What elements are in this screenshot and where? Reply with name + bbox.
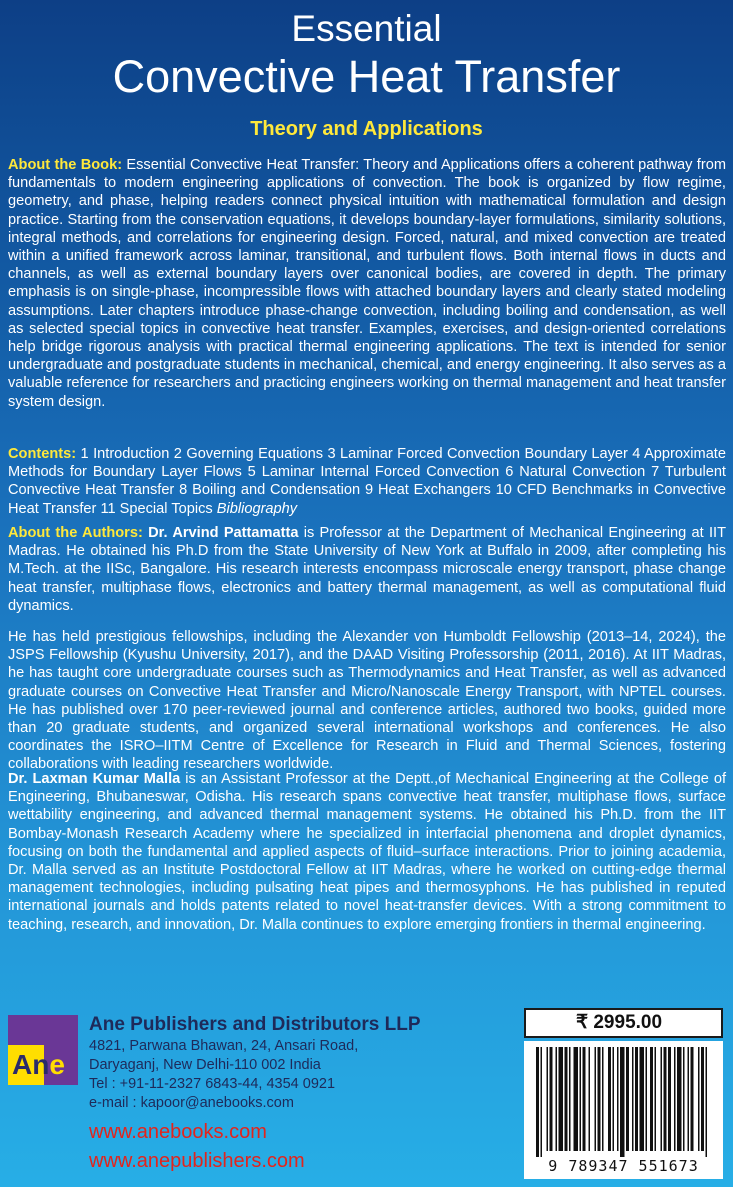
subtitle: Theory and Applications	[250, 118, 483, 140]
contents-bibliography: Bibliography	[216, 500, 298, 517]
barcode-bar	[602, 1047, 604, 1151]
barcode-bar	[589, 1047, 591, 1151]
publisher-web-2[interactable]: www.anepublishers.com	[89, 1150, 305, 1172]
barcode-bar	[541, 1047, 543, 1157]
barcode-bar	[661, 1047, 663, 1151]
barcode-bar	[620, 1047, 625, 1157]
barcode-bar	[574, 1047, 579, 1151]
logo-text-e: e	[49, 1049, 65, 1080]
about-book-paragraph	[8, 156, 726, 411]
publisher-web-1[interactable]: www.anebooks.com	[89, 1121, 267, 1143]
barcode-bar	[556, 1047, 558, 1151]
barcode-bar	[688, 1047, 690, 1151]
logo-text-an: An	[12, 1049, 50, 1080]
barcode-bar	[565, 1047, 568, 1151]
barcode-bar	[626, 1047, 629, 1151]
barcode-bar	[691, 1047, 694, 1151]
barcode-bar	[706, 1047, 708, 1157]
publisher-address-1: 4821, Parwana Bhawan, 24, Ansari Road,	[89, 1038, 359, 1054]
publisher-tel: Tel : +91-11-2327 6843-44, 4354 0921	[89, 1076, 336, 1092]
publisher-email: e-mail : kapoor@anebooks.com	[89, 1095, 294, 1111]
publisher-logo	[8, 1015, 78, 1085]
barcode-bar	[650, 1047, 653, 1151]
barcode-bar	[569, 1047, 571, 1151]
barcode-bar	[632, 1047, 634, 1151]
publisher-address-2: Daryaganj, New Delhi-110 002 India	[89, 1057, 321, 1073]
about-book-text: Essential Convective Heat Transfer: Theory and Applications offers a coherent pathway from fundamentals to modern engineering applications of convection. The book is organized by flow regime, geometry, and phase, helping readers connect physical intuition with mathematical formulation and design practice. Starting from the conservation equations, it develops boundary-layer formulations, similarity solutions, integral methods, and correlations for engineering design. Forced, natural, and mixed convection are treated within a unified framework across laminar, transitional, and turbulent flows. Both internal flows in ducts and channels, as well as external boundary layers over canonical bodies, are covered in depth. The primary emphasis is on single-phase, incompressible flows with attached boundary layers and clearly stated modeling assumptions. Later chapters introduce phase-change convection, including boiling and condensation, as well as selected special topics in convective heat transfer. Examples, exercises, and design-oriented correlations help bridge rigorous analysis with practical thermal engineering applications. The text is intended for senior undergraduate and postgraduate students in mechanical, chemical, and energy engineering. It also serves as a valuable reference for researchers and practicing engineers working on thermal management and heat transfer system design.	[8, 157, 726, 410]
author2-paragraph	[8, 770, 726, 934]
title-line-1: Essential	[291, 8, 442, 49]
title-line-2: Convective Heat Transfer	[112, 51, 621, 102]
author1-bio-1: is Professor at the Department of Mechanical Engineering at IIT Madras. He obtained his Ph.D from the State University of New York at Buffalo in 2009, after completing his M.Tech. at the IISc, Bangalore. His research interests encompass microscale energy transport, phase change heat transfer, multiphase flows, electronics and battery thermal management, as well as computational fluid dynamics.	[8, 525, 726, 614]
isbn-digits: 9 789347 551673	[548, 1157, 699, 1175]
barcode-bar	[580, 1047, 582, 1151]
contents-paragraph	[8, 445, 726, 518]
barcode-bars	[524, 1041, 723, 1157]
barcode-bar	[536, 1047, 539, 1157]
authors-label: About the Authors:	[8, 525, 143, 541]
barcode-bar	[595, 1047, 597, 1151]
barcode-bar	[655, 1047, 657, 1151]
barcode-bar	[635, 1047, 638, 1151]
author2-bio: is an Assistant Professor at the Deptt.,of Mechanical Engineering at the College of Engineering, Bhubaneswar, Odisha. His research spans convective heat transfer, multiphase flows, surface wettability engineering, and advanced thermal management systems. He obtained his Ph.D. from the IIT Bombay-Monash Research Academy where he specialized in interfacial phenomena and droplet dynamics, focusing on both the fundamental and applied aspects of fluid–surface interactions. Prior to joining academia, Dr. Malla served as an Institute Postdoctoral Fellow at IIT Madras, where he worked on cutting-edge thermal management technologies, including pulsating heat pipes and thermosyphons. He has published in reputed international journals and holds patents related to novel heat-transfer devices. With a strong commitment to teaching, research, and innovation, Dr. Malla continues to explore emerging frontiers in thermal engineering.	[8, 771, 726, 933]
barcode-bar	[674, 1047, 676, 1151]
barcode-bar	[664, 1047, 667, 1151]
isbn-barcode	[524, 1041, 723, 1179]
barcode-bar	[598, 1047, 601, 1151]
price-box	[524, 1008, 723, 1038]
barcode-bar	[608, 1047, 611, 1151]
about-book-label: About the Book:	[8, 157, 123, 173]
barcode-bar	[683, 1047, 685, 1151]
barcode-bar	[583, 1047, 586, 1151]
barcode-bar	[559, 1047, 564, 1151]
author2-name: Dr. Laxman Kumar Malla	[8, 771, 181, 787]
author1-bio-2: He has held prestigious fellowships, including the Alexander von Humboldt Fellowship (2013–14, 2024), the JSPS Fellowship (Kyushu University, 2017), and the DAAD Visiting Professorship (2011, 2016). At IIT Madras, he has taught core undergraduate courses such as Thermodynamics and Heat Transfer, as well as advanced graduate courses on Convective Heat Transfer and Micro/Nanoscale Energy Transport, with NPTEL courses. He has published over 170 peer-reviewed journal and conference articles, authored two books, guided more than 20 graduate students, and organized several international workshops and conferences. He also coordinates the ISRO–IITM Centre of Excellence for Research in Fluid and Thermal Sciences, fostering collaborations with leading researchers worldwide.	[8, 629, 726, 773]
barcode-bar	[640, 1047, 645, 1151]
contents-label: Contents:	[8, 446, 77, 462]
barcode-bar	[547, 1047, 549, 1151]
barcode-bar	[698, 1047, 700, 1151]
author1-paragraph-2	[8, 628, 726, 774]
price-text: ₹ 2995.00	[576, 1012, 663, 1033]
barcode-bar	[677, 1047, 682, 1151]
author1-name: Dr. Arvind Pattamatta	[148, 525, 299, 541]
publisher-name: Ane Publishers and Distributors LLP	[89, 1014, 421, 1035]
barcode-bar	[701, 1047, 704, 1151]
barcode-bar	[617, 1047, 619, 1151]
barcode-bar	[613, 1047, 615, 1151]
contents-text: 1 Introduction 2 Governing Equations 3 Laminar Forced Convection Boundary Layer 4 Approximate Methods for Boundary Layer Flows 5 Laminar Internal Forced Convection 6 Natural Convection 7 Turbulent Convective Heat Transfer 8 Boiling and Condensation 9 Heat Exchangers 10 CFD Benchmarks in Convective Heat Transfer 11 Special Topics	[8, 446, 726, 517]
barcode-bar	[550, 1047, 553, 1151]
author1-paragraph-1	[8, 524, 726, 615]
barcode-bar	[646, 1047, 648, 1151]
barcode-bar	[668, 1047, 671, 1151]
